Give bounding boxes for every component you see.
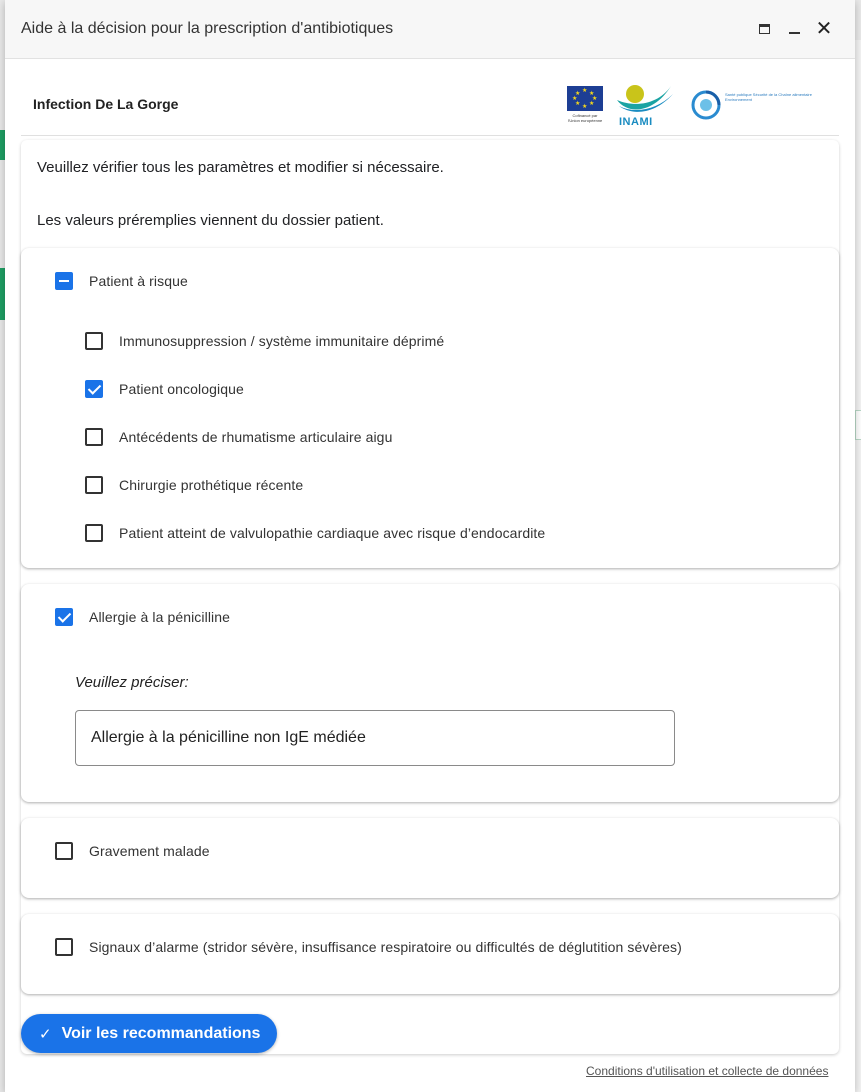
checkbox-label: Immunosuppression / système immunitaire déprimé: [119, 333, 445, 349]
infection-header: [21, 74, 839, 136]
inami-logo: [615, 82, 675, 128]
maximize-button[interactable]: [755, 20, 773, 38]
checkbox-label: Antécédents de rhumatisme articulaire aigu: [119, 429, 393, 445]
public-health-logo-text: Santé publique Sécurité de la Chaîne alimentaire Environnement: [725, 92, 812, 102]
checkbox-label: Patient oncologique: [119, 381, 244, 397]
checkbox-icon[interactable]: [85, 476, 103, 494]
view-recommendations-button[interactable]: [21, 1014, 277, 1053]
alarm-signals-card: [21, 914, 839, 994]
risk-patient-checkbox[interactable]: [55, 272, 188, 290]
public-health-logo: [691, 90, 821, 120]
checkbox-icon[interactable]: [55, 938, 73, 956]
intro-text: Les valeurs préremplies viennent du dossier patient.: [37, 212, 384, 229]
severely-ill-card: [21, 818, 839, 898]
inami-logo-text: INAMI: [619, 116, 653, 128]
rheumatic-fever-history-checkbox[interactable]: [85, 428, 392, 446]
checkbox-label: Patient à risque: [89, 273, 188, 289]
infection-title: Infection De La Gorge: [33, 96, 179, 112]
immunosuppression-checkbox[interactable]: [85, 332, 444, 350]
dialog-titlebar: [5, 0, 855, 59]
valvulopathy-checkbox[interactable]: [85, 524, 545, 542]
checkbox-icon[interactable]: [55, 842, 73, 860]
checked-checkbox-icon[interactable]: [85, 380, 103, 398]
inami-emblem-icon: [615, 82, 675, 118]
checkbox-icon[interactable]: [85, 332, 103, 350]
public-health-emblem-icon: [691, 90, 721, 120]
close-button[interactable]: [815, 20, 833, 38]
parameters-panel: [21, 140, 839, 1054]
prosthetic-surgery-checkbox[interactable]: [85, 476, 303, 494]
checkbox-label: Gravement malade: [89, 843, 210, 859]
checkbox-icon[interactable]: [85, 524, 103, 542]
intro-text: Veuillez vérifier tous les paramètres et modifier si nécessaire.: [37, 159, 444, 176]
oncology-patient-checkbox[interactable]: [85, 380, 244, 398]
background-app: [855, 40, 861, 1092]
decision-support-dialog: [5, 0, 855, 1092]
checkbox-icon[interactable]: [85, 428, 103, 446]
maximize-icon: [759, 24, 770, 34]
check-icon: ✓: [39, 1025, 52, 1043]
allergy-detail-input[interactable]: [75, 710, 675, 766]
checkbox-label: Signaux d’alarme (stridor sévère, insuffisance respiratoire ou difficultés de déglutition sévères): [89, 939, 682, 955]
penicillin-allergy-card: [21, 584, 839, 802]
checkbox-label: Allergie à la pénicilline: [89, 609, 231, 625]
background-tab: [855, 410, 861, 440]
indeterminate-checkbox-icon[interactable]: [55, 272, 73, 290]
eu-flag-icon: ★ ★ ★ ★ ★ ★ ★ ★: [567, 86, 603, 111]
checkbox-label: Chirurgie prothétique récente: [119, 477, 304, 493]
minimize-button[interactable]: [785, 20, 803, 38]
eu-logo-text: Cofinancé par l'Union européenne: [567, 113, 603, 123]
terms-link[interactable]: Conditions d'utilisation et collecte de données: [586, 1064, 829, 1078]
dialog-title: Aide à la décision pour la prescription d'antibiotiques: [21, 20, 394, 37]
button-label: Voir les recommandations: [61, 1024, 261, 1042]
severely-ill-checkbox[interactable]: [55, 842, 210, 860]
penicillin-allergy-checkbox[interactable]: [55, 608, 230, 626]
risk-card: [21, 248, 839, 568]
close-icon: ✕: [815, 18, 833, 40]
specify-label: Veuillez préciser:: [75, 674, 189, 691]
alarm-signals-checkbox[interactable]: [55, 938, 682, 956]
checkbox-label: Patient atteint de valvulopathie cardiaque avec risque d’endocardite: [119, 525, 546, 541]
eu-logo: [567, 86, 603, 126]
checked-checkbox-icon[interactable]: [55, 608, 73, 626]
minimize-icon: [789, 32, 800, 34]
